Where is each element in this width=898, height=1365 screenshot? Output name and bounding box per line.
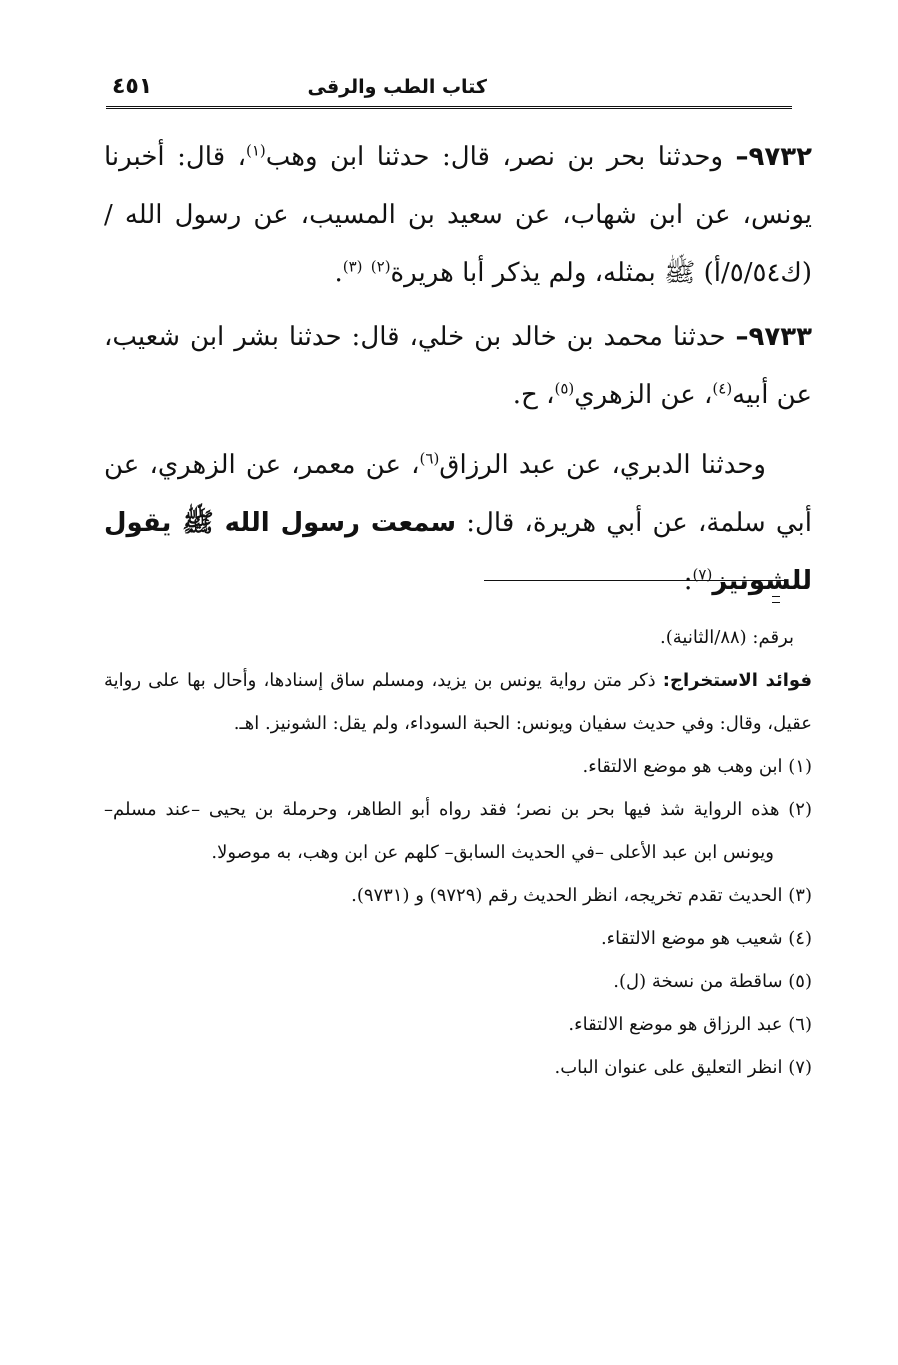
footnote-marker: (٦) bbox=[419, 449, 440, 468]
hadith-text: ، عن الزهري bbox=[574, 380, 713, 410]
hadith-text: وحدثنا الدبري، عن عبد الرزاق bbox=[439, 450, 766, 480]
footnote-continuation: برقم: (٨٨/الثانية). bbox=[660, 627, 794, 648]
fawaid-text: ذكر متن رواية يونس بن يزيد، ومسلم ساق إسنادها، وأحال بها على رواية عقيل، وقال: وفي حديث سفيان ويونس: الحبة السوداء، ولم يقل: الشونيز. اهـ. bbox=[104, 670, 812, 734]
hadith-9733 bbox=[104, 308, 812, 424]
fawaid-note bbox=[104, 659, 812, 745]
continuation-mark bbox=[772, 596, 780, 597]
hadith-text: ، قال: أخبرنا يونس، عن ابن شهاب، عن سعيد بن المسيب، عن رسول الله / (ك٥/٥٤/أ) ﷺ بمثله، ولم يذكر أبا هريرة bbox=[104, 142, 812, 288]
footnote-separator bbox=[484, 580, 784, 581]
running-title: كتاب الطب والرقى bbox=[307, 76, 487, 98]
main-text bbox=[104, 128, 812, 610]
footnote-item: (١) ابن وهب هو موضع الالتقاء. bbox=[582, 756, 812, 777]
hadith-continuation bbox=[104, 436, 812, 610]
hadith-text: ، عن معمر، عن الزهري، عن أبي سلمة، عن أبي هريرة، قال: bbox=[104, 450, 812, 538]
hadith-text: . bbox=[334, 258, 343, 288]
footnote-marker: (٥) bbox=[554, 379, 575, 398]
footnote-marker: (٧) bbox=[692, 565, 713, 584]
fawaid-label: فوائد الاستخراج: bbox=[662, 670, 813, 691]
footnote-marker: (٢) bbox=[370, 257, 391, 276]
hadith-matn: سمعت رسول الله ﷺ يقول للشونيز bbox=[104, 508, 812, 596]
page-number: ٤٥١ bbox=[112, 74, 153, 99]
footnote-marker: (١) bbox=[245, 141, 266, 160]
header-rule bbox=[106, 106, 792, 109]
hadith-text: حدثنا محمد بن خالد بن خلي، قال: حدثنا بشر ابن شعيب، عن أبيه bbox=[104, 322, 812, 410]
hadith-text: : bbox=[683, 566, 693, 596]
footnote-marker: (٣) bbox=[342, 257, 363, 276]
hadith-number: ٩٧٣٣– bbox=[735, 322, 812, 352]
footnote-item: (٣) الحديث تقدم تخريجه، انظر الحديث رقم (٩٧٢٩) و (٩٧٣١). bbox=[351, 885, 812, 906]
footnote-item: (٧) انظر التعليق على عنوان الباب. bbox=[554, 1057, 812, 1078]
continuation-mark bbox=[772, 602, 780, 603]
hadith-text: وحدثنا بحر بن نصر، قال: حدثنا ابن وهب bbox=[265, 142, 736, 172]
footnotes bbox=[104, 616, 812, 1089]
footnote-item: (٤) شعيب هو موضع الالتقاء. bbox=[600, 928, 812, 949]
hadith-9732 bbox=[104, 128, 812, 302]
hadith-text: ، ح. bbox=[512, 380, 555, 410]
footnote-item: (٥) ساقطة من نسخة (ل). bbox=[613, 971, 812, 992]
footnote-marker: (٤) bbox=[712, 379, 733, 398]
running-header bbox=[106, 70, 792, 110]
footnote-item: (٦) عبد الرزاق هو موضع الالتقاء. bbox=[568, 1014, 812, 1035]
footnote-item: (٢) هذه الرواية شذ فيها بحر بن نصر؛ فقد رواه أبو الطاهر، وحرملة بن يحيى –عند مسلم– ويونس ابن عبد الأعلى –في الحديث السابق– كلهم عن ابن وهب، به موصولا. bbox=[104, 799, 812, 863]
hadith-number: ٩٧٣٢– bbox=[735, 142, 812, 172]
